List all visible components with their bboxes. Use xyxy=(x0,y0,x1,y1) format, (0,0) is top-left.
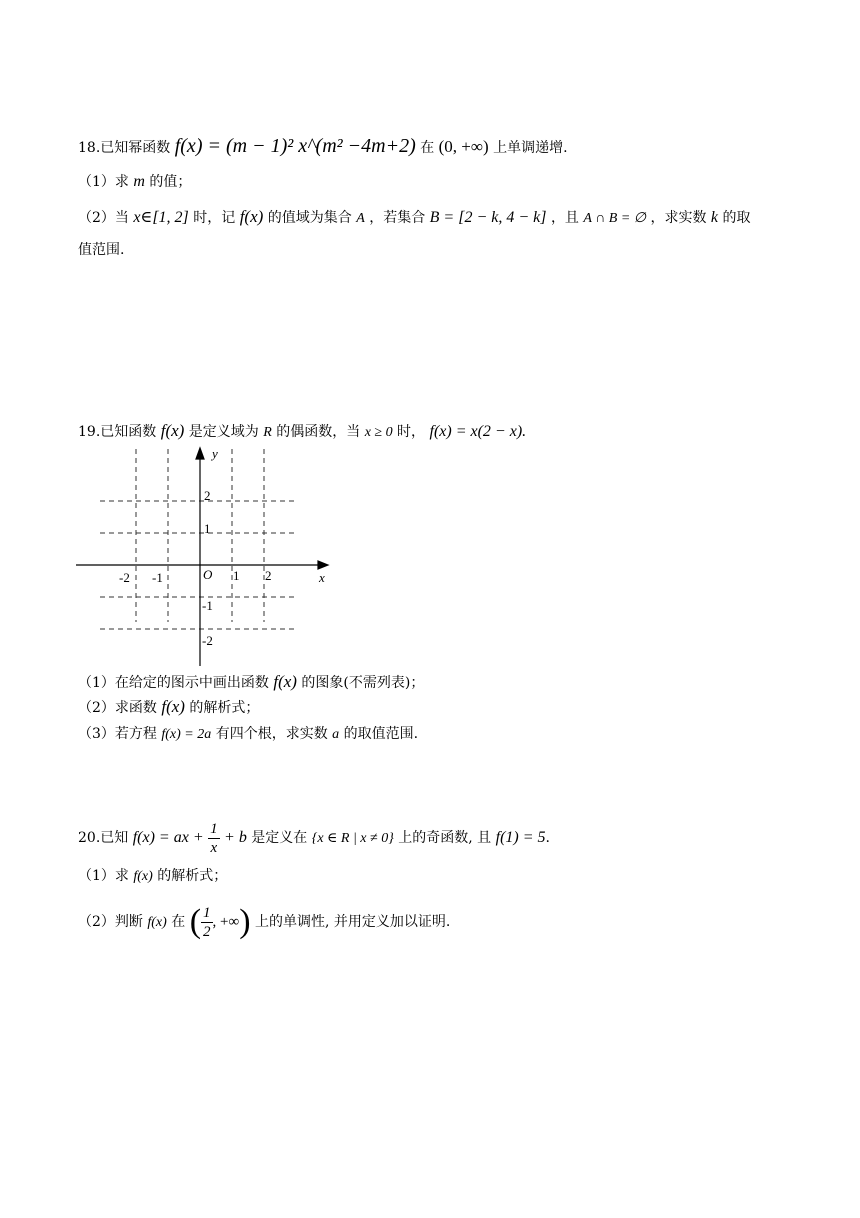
q19-p3-label: （3） xyxy=(78,726,115,742)
q20-p2-fx: f(x) xyxy=(147,915,167,930)
q18-part2 xyxy=(78,207,750,229)
q18-p2-A: A xyxy=(356,211,365,226)
y-axis-label: y xyxy=(212,446,218,461)
q19-p3-text-b: 有四个根，求实数 xyxy=(215,726,328,742)
q20-statement xyxy=(78,818,550,859)
q20-p2-fraction xyxy=(201,904,213,941)
q20-frac-den: x xyxy=(210,839,218,856)
q19-p1-label: （1） xyxy=(78,675,115,691)
q19-p2-label: （2） xyxy=(78,700,115,716)
q19-part2 xyxy=(78,697,259,718)
q20-p2-text-b: 在 xyxy=(171,914,186,930)
q20-p1-fx: f(x) xyxy=(133,869,153,884)
q18-p2-cap: A ∩ B = ∅ xyxy=(583,211,646,226)
q18-p2-text-d: ，若集合 xyxy=(369,210,426,226)
q20-fraction xyxy=(208,820,220,857)
q19-p3-eq: f(x) = 2a xyxy=(161,727,212,742)
q18-statement xyxy=(78,136,568,158)
x-tick-2: 2 xyxy=(265,568,272,583)
q20-text-d: . xyxy=(545,830,550,846)
x-tick-1: 1 xyxy=(233,568,240,583)
y-tick-1: 1 xyxy=(204,521,211,536)
y-axis-arrow-icon xyxy=(196,448,204,459)
q18-text-c: 上单调递增. xyxy=(493,140,568,156)
q19-text-b: 是定义域为 xyxy=(188,424,259,440)
q19-def: f(x) = x(2 − x). xyxy=(429,423,527,440)
q20-part2 xyxy=(78,902,450,943)
q19-p1-text-b: 的图象(不需列表)； xyxy=(301,675,425,691)
q19-p1-fx: f(x) xyxy=(273,672,297,691)
q19-p2-text-a: 求函数 xyxy=(114,700,157,716)
x-tick-neg1: -1 xyxy=(152,570,163,585)
q18-formula: f(x) = (m − 1)² x^(m² −4m+2) xyxy=(174,135,416,157)
q19-part1 xyxy=(78,672,424,693)
q18-p2-B: B = [2 − k, 4 − k] xyxy=(429,209,547,226)
q18-p2-label: （2） xyxy=(78,210,115,226)
q20-f1: f(1) = 5 xyxy=(495,829,546,846)
q20-frac-num: 1 xyxy=(210,820,218,837)
q18-part1 xyxy=(78,172,191,192)
q19-p3-text-c: 的取值范围. xyxy=(343,726,419,742)
y-tick-neg1: -1 xyxy=(202,598,213,613)
q19-p3-text-a: 若方程 xyxy=(114,726,157,742)
q20-right-paren: ) xyxy=(239,903,251,940)
q19-p2-text-b: 的解析式； xyxy=(189,700,260,716)
q18-p2-text-e: ，且 xyxy=(550,210,579,226)
q18-p2-text-f: ，求实数 xyxy=(650,210,707,226)
y-tick-2: 2 xyxy=(204,488,211,503)
coordinate-grid xyxy=(76,444,338,670)
q18-p2-cond: x∈[1, 2] xyxy=(133,209,189,226)
q18-text-b: 在 xyxy=(420,140,435,156)
q19-text-a: 已知函数 xyxy=(100,424,157,440)
q20-part1 xyxy=(78,866,227,887)
q18-p1-text-b: 的值； xyxy=(149,174,192,190)
q18-p1-var: m xyxy=(133,173,145,190)
q19-text-d: 时， xyxy=(397,424,426,440)
q20-domain: {x ∈ R | x ≠ 0} xyxy=(311,831,394,846)
q20-number: 20. xyxy=(78,830,101,846)
x-axis-arrow-icon xyxy=(318,561,328,569)
q18-p2-text-h: 值范围. xyxy=(78,242,125,258)
q19-p1-text-a: 在给定的图示中画出函数 xyxy=(114,675,269,691)
q19-statement xyxy=(78,421,526,443)
q19-number: 19. xyxy=(78,424,101,440)
q20-p1-text-b: 的解析式； xyxy=(157,868,228,884)
q18-p2-text-c: 的值域为集合 xyxy=(267,210,352,226)
q18-p1-text-a: 求 xyxy=(114,174,129,190)
x-axis-label: x xyxy=(319,570,325,585)
q19-cond: x ≥ 0 xyxy=(364,425,393,440)
q20-f-rhs: + b xyxy=(224,829,247,846)
q20-text-a: 已知 xyxy=(100,830,129,846)
q18-text-a: 已知幂函数 xyxy=(100,140,171,156)
q18-p2-fx: f(x) xyxy=(239,207,264,226)
q20-p1-label: （1） xyxy=(78,868,115,884)
q19-text-c: 的偶函数，当 xyxy=(276,424,361,440)
q20-p1-text-a: 求 xyxy=(114,868,129,884)
q18-p2-k: k xyxy=(710,209,719,226)
q19-R: R xyxy=(263,425,272,440)
q18-part2-cont xyxy=(78,240,124,260)
q20-left-paren: ( xyxy=(189,903,202,940)
q20-p2-text-c: 上的单调性, 并用定义加以证明. xyxy=(254,914,451,930)
q20-p2-interval-tail: , +∞ xyxy=(212,914,240,930)
x-tick-neg2: -2 xyxy=(119,570,130,585)
q18-p2-text-g: 的取 xyxy=(722,210,751,226)
q18-number: 18. xyxy=(78,140,101,156)
q20-p2-label: （2） xyxy=(78,914,115,930)
q19-p3-a: a xyxy=(332,727,340,742)
origin-label: O xyxy=(203,567,213,582)
q20-p2-frac-den: 2 xyxy=(203,923,211,940)
q18-p2-text-a: 当 xyxy=(114,210,129,226)
q18-p2-text-b: 时，记 xyxy=(193,210,236,226)
q18-p1-label: （1） xyxy=(78,174,115,190)
grid-lines xyxy=(100,449,298,629)
q20-f-lhs: f(x) = ax + xyxy=(132,829,204,846)
q19-fx: f(x) xyxy=(160,421,185,440)
q20-p2-text-a: 判断 xyxy=(114,914,143,930)
q19-p2-fx: f(x) xyxy=(161,697,185,716)
q20-text-b: 是定义在 xyxy=(251,830,308,846)
q20-p2-frac-num: 1 xyxy=(203,904,211,921)
q19-part3 xyxy=(78,724,418,745)
q18-interval: (0, +∞) xyxy=(438,137,489,156)
y-tick-neg2: -2 xyxy=(202,633,213,648)
q20-text-c: 上的奇函数, 且 xyxy=(398,830,492,846)
